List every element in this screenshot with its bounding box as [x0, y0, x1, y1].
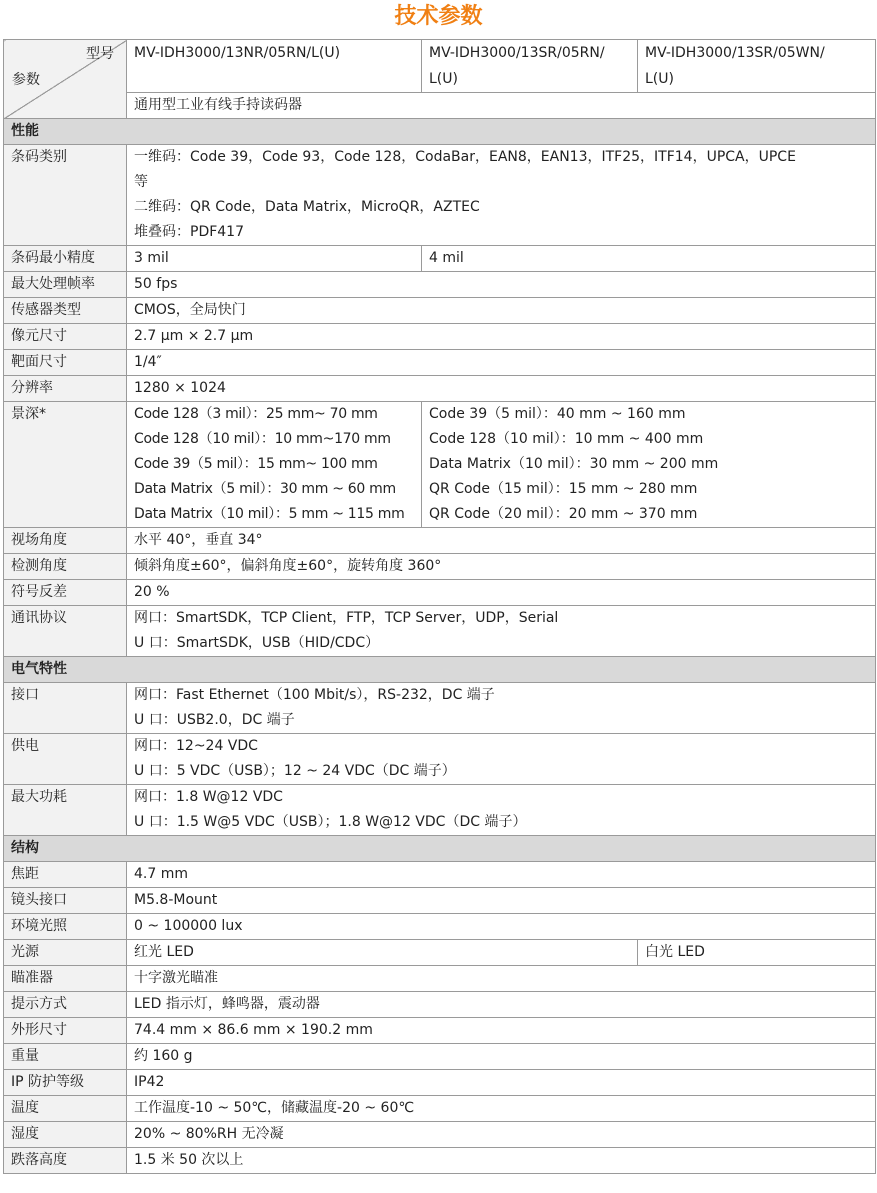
- row-label: 通讯协议: [4, 606, 127, 657]
- model-3-cell: [638, 40, 876, 93]
- consumption-usb: U 口：1.5 W@5 VDC（USB）；1.8 W@12 VDC（DC 端子）: [134, 814, 527, 830]
- row-label: 光源: [4, 940, 127, 966]
- spec-row-detect: [4, 554, 876, 580]
- spec-row-dimension: [4, 1018, 876, 1044]
- corner-cell: [4, 40, 127, 119]
- header-row: [4, 40, 876, 93]
- resolution-value: 1280 × 1024: [127, 376, 876, 402]
- row-label: 重量: [4, 1044, 127, 1070]
- row-label: 靶面尺寸: [4, 350, 127, 376]
- dof-b-line: QR Code（20 mil）：20 mm ~ 370 mm: [429, 506, 698, 522]
- spec-row-humidity: [4, 1122, 876, 1148]
- interface-value: [127, 683, 876, 734]
- temp-value: 工作温度-10 ~ 50℃，储藏温度-20 ~ 60℃: [127, 1096, 876, 1122]
- spec-row-contrast: [4, 580, 876, 606]
- row-label: 条码最小精度: [4, 246, 127, 272]
- section-electrical: 电气特性: [4, 657, 876, 683]
- consumption-net: 网口：1.8 W@12 VDC: [134, 789, 283, 805]
- dof-b-line: QR Code（15 mil）：15 mm ~ 280 mm: [429, 481, 698, 497]
- row-label: 最大处理帧率: [4, 272, 127, 298]
- ambient-value: 0 ~ 100000 lux: [127, 914, 876, 940]
- barcode-type-value: [127, 145, 876, 246]
- interface-usb: U 口：USB2.0，DC 端子: [134, 712, 295, 728]
- model-3-line1: MV-IDH3000/13SR/05WN/: [645, 45, 825, 61]
- spec-row-pixel: [4, 324, 876, 350]
- detect-value: 倾斜角度±60°，偏斜角度±60°，旋转角度 360°: [127, 554, 876, 580]
- frame-rate-value: 50 fps: [127, 272, 876, 298]
- row-label: 焦距: [4, 862, 127, 888]
- corner-param-label: 参数: [12, 72, 40, 88]
- row-label: 符号反差: [4, 580, 127, 606]
- min-precision-b: 4 mil: [422, 246, 876, 272]
- spec-row-fov: [4, 528, 876, 554]
- barcode-2d: 二维码：QR Code，Data Matrix，MicroQR，AZTEC: [134, 199, 480, 215]
- consumption-value: [127, 785, 876, 836]
- row-label: 条码类别: [4, 145, 127, 246]
- row-label: 最大功耗: [4, 785, 127, 836]
- spec-row-indicator: [4, 992, 876, 1018]
- sensor-value: CMOS，全局快门: [127, 298, 876, 324]
- fov-value: 水平 40°，垂直 34°: [127, 528, 876, 554]
- drop-value: 1.5 米 50 次以上: [127, 1148, 876, 1174]
- row-label: 镜头接口: [4, 888, 127, 914]
- section-row-performance: [4, 119, 876, 145]
- spec-row-drop: [4, 1148, 876, 1174]
- dof-b-cell: [422, 402, 876, 528]
- barcode-1d-line2: 等: [134, 174, 148, 190]
- protocol-usb: U 口：SmartSDK，USB（HID/CDC）: [134, 635, 380, 651]
- dof-a-line: Code 39（5 mil）：15 mm~ 100 mm: [134, 456, 378, 472]
- dof-b-line: Code 128（10 mil）：10 mm ~ 400 mm: [429, 431, 704, 447]
- target-value: 1/4″: [127, 350, 876, 376]
- barcode-stack: 堆叠码：PDF417: [134, 224, 244, 240]
- spec-row-resolution: [4, 376, 876, 402]
- model-3-line2: L(U): [645, 71, 674, 87]
- light-red: 红光 LED: [127, 940, 638, 965]
- min-precision-a: 3 mil: [127, 246, 422, 272]
- spec-row-dof: [4, 402, 876, 528]
- light-value-cell: [127, 940, 876, 966]
- section-row-structure: [4, 836, 876, 862]
- spec-row-consumption: [4, 785, 876, 836]
- row-label: 传感器类型: [4, 298, 127, 324]
- row-label: 跌落高度: [4, 1148, 127, 1174]
- spec-table: [3, 39, 876, 1174]
- spec-row-ambient: [4, 914, 876, 940]
- spec-row-interface: [4, 683, 876, 734]
- spec-row-barcode-type: [4, 145, 876, 246]
- row-label: 供电: [4, 734, 127, 785]
- spec-row-weight: [4, 1044, 876, 1070]
- dof-a-line: Code 128（3 mil）：25 mm~ 70 mm: [134, 406, 378, 422]
- spec-row-power: [4, 734, 876, 785]
- row-label: 外形尺寸: [4, 1018, 127, 1044]
- barcode-1d-line1: 一维码：Code 39，Code 93，Code 128，CodaBar，EAN8，EAN13，ITF25，ITF14，UPCA，UPCE: [134, 149, 796, 165]
- interface-net: 网口：Fast Ethernet（100 Mbit/s），RS-232，DC 端子: [134, 687, 495, 703]
- model-1: MV-IDH3000/13NR/05RN/L(U): [134, 45, 341, 61]
- spec-row-focal: [4, 862, 876, 888]
- dof-a-cell: [127, 402, 422, 528]
- dof-a-line: Data Matrix（10 mil）：5 mm ~ 115 mm: [134, 506, 405, 522]
- dof-b-line: Code 39（5 mil）：40 mm ~ 160 mm: [429, 406, 686, 422]
- row-label: 提示方式: [4, 992, 127, 1018]
- dof-b-line: Data Matrix（10 mil）：30 mm ~ 200 mm: [429, 456, 719, 472]
- row-label: 瞄准器: [4, 966, 127, 992]
- model-2-line2: L(U): [429, 71, 458, 87]
- section-row-electrical: [4, 657, 876, 683]
- row-label: 检测角度: [4, 554, 127, 580]
- model-2-cell: [422, 40, 638, 93]
- row-label: 分辨率: [4, 376, 127, 402]
- protocol-net: 网口：SmartSDK，TCP Client，FTP，TCP Server，UDP，Serial: [134, 610, 559, 626]
- power-net: 网口：12~24 VDC: [134, 738, 258, 754]
- spec-row-min-precision: [4, 246, 876, 272]
- spec-row-frame-rate: [4, 272, 876, 298]
- humidity-value: 20% ~ 80%RH 无冷凝: [127, 1122, 876, 1148]
- section-structure: 结构: [4, 836, 876, 862]
- model-2-line1: MV-IDH3000/13SR/05RN/: [429, 45, 605, 61]
- row-label: 环境光照: [4, 914, 127, 940]
- protocol-value: [127, 606, 876, 657]
- spec-row-light: [4, 940, 876, 966]
- aimer-value: 十字激光瞄准: [127, 966, 876, 992]
- pixel-value: 2.7 μm × 2.7 μm: [127, 324, 876, 350]
- spec-row-mount: [4, 888, 876, 914]
- row-label: 湿度: [4, 1122, 127, 1148]
- row-label: IP 防护等级: [4, 1070, 127, 1096]
- product-type: 通用型工业有线手持读码器: [127, 93, 876, 119]
- light-white: 白光 LED: [645, 944, 705, 960]
- row-label: 景深*: [4, 402, 127, 528]
- row-label: 接口: [4, 683, 127, 734]
- spec-row-protocol: [4, 606, 876, 657]
- corner-model-label: 型号: [86, 46, 114, 62]
- row-label: 视场角度: [4, 528, 127, 554]
- product-type-row: [4, 93, 876, 119]
- row-label: 温度: [4, 1096, 127, 1122]
- mount-value: M5.8-Mount: [127, 888, 876, 914]
- row-label: 像元尺寸: [4, 324, 127, 350]
- indicator-value: LED 指示灯，蜂鸣器，震动器: [127, 992, 876, 1018]
- weight-value: 约 160 g: [127, 1044, 876, 1070]
- dimension-value: 74.4 mm × 86.6 mm × 190.2 mm: [127, 1018, 876, 1044]
- spec-row-sensor: [4, 298, 876, 324]
- dof-a-line: Data Matrix（5 mil）：30 mm ~ 60 mm: [134, 481, 396, 497]
- contrast-value: 20 %: [127, 580, 876, 606]
- power-value: [127, 734, 876, 785]
- dof-a-line: Code 128（10 mil）：10 mm~170 mm: [134, 431, 391, 447]
- page-title: 技术参数: [394, 4, 483, 29]
- ip-value: IP42: [127, 1070, 876, 1096]
- spec-row-ip: [4, 1070, 876, 1096]
- power-usb: U 口：5 VDC（USB）；12 ~ 24 VDC（DC 端子）: [134, 763, 456, 779]
- spec-row-aimer: [4, 966, 876, 992]
- model-1-cell: [127, 40, 422, 93]
- section-performance: 性能: [4, 119, 876, 145]
- focal-value: 4.7 mm: [127, 862, 876, 888]
- spec-row-temp: [4, 1096, 876, 1122]
- spec-row-target: [4, 350, 876, 376]
